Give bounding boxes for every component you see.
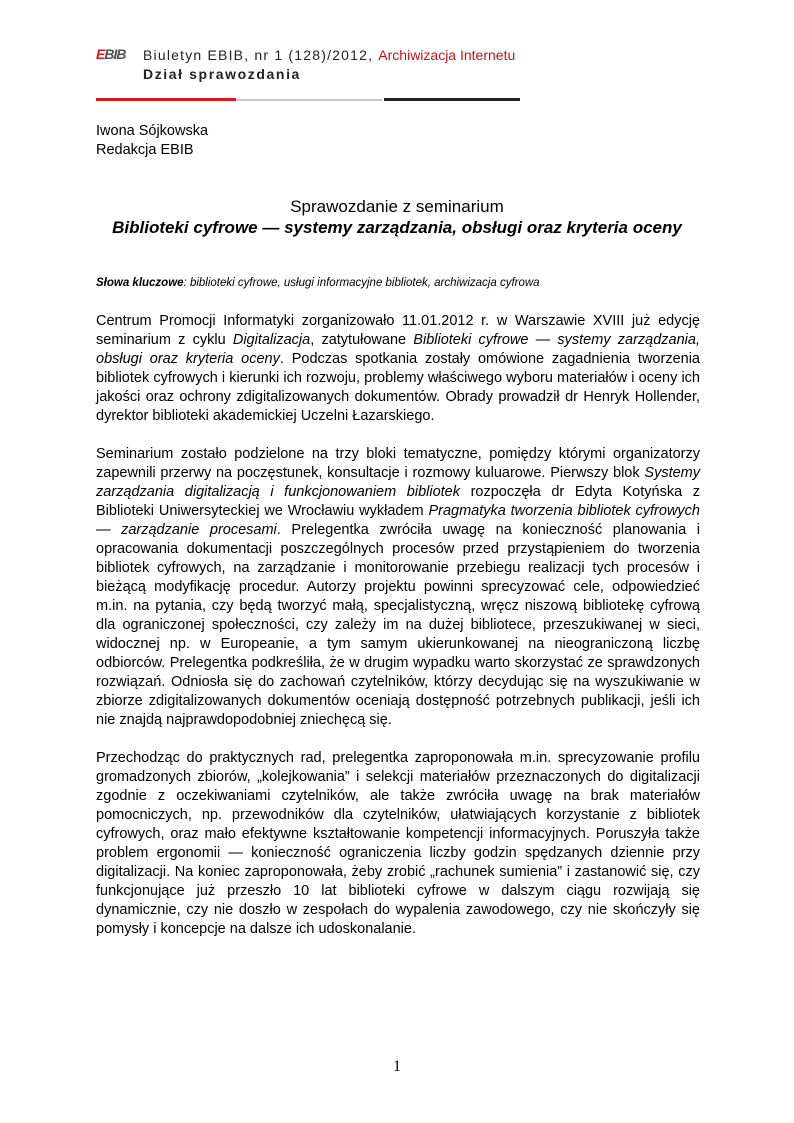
ebib-logo xyxy=(96,46,134,62)
section-link[interactable]: Archiwizacja Internetu xyxy=(378,47,516,63)
page-number: 1 xyxy=(393,1058,401,1075)
title-line1: Sprawozdanie z seminarium xyxy=(290,197,504,216)
article-title xyxy=(96,196,698,238)
paragraph-3: Przechodząc do praktycznych rad, prelegentka zaproponowała m.in. sprecyzowanie profilu gromadzonych zbiorów, „kolejkowania” i selekcji materiałów przeznaczonych do digitalizacji zgodnie z oczekiwaniami czytelników, ale także zwróciła uwagę na brak materiałów pomocniczych, np. przewodników dla czytelników, ułatwiających korzystanie z bibliotek cyfrowych, oraz mało efektywne kształtowanie kompetencji informacyjnych. Poruszyła także problem ergonomii — konieczność ograniczenia liczby godzin spędzanych dziennie przy digitalizacji. Na koniec zaproponowała, żeby zrobić „rachunek sumienia” i zastanowić się, czy funkcjonujące już przeszło 10 lat biblioteki cyfrowe w dalszym ciągu rozwijają się dynamicznie, czy nie doszło w zespołach do wypalenia zawodowego, czy nie skończyły się pomysły i koncepcje na dalsze ich udoskonalanie. xyxy=(96,750,700,937)
p2-text-a: Seminarium zostało podzielone na trzy bloki tematyczne, pomiędzy którymi organizatorzy zapewnili przerwy na poczęstunek, konsultacje i rozmowy kuluarowe. Pierwszy blok xyxy=(96,446,700,481)
header-rule-gray xyxy=(236,99,382,101)
author-block xyxy=(96,122,208,160)
p1-text-a: Centrum Promocji Informatyki zorganizowało 11.01.2012 r. w Warszawie XVIII już edycję seminarium z cyklu xyxy=(96,313,700,348)
bulletin-issue: Biuletyn EBIB, nr 1 (128)/2012, xyxy=(143,47,374,63)
header-rule-black xyxy=(384,98,520,101)
p1-italic-b: Digitalizacja xyxy=(232,332,311,348)
header-rule-red xyxy=(96,98,236,101)
title-line2: Biblioteki cyfrowe — systemy zarządzania, obsługi oraz kryteria oceny xyxy=(112,218,682,237)
author-name: Iwona Sójkowska xyxy=(96,123,209,139)
article-body xyxy=(96,312,700,958)
keywords-label: Słowa kluczowe xyxy=(96,277,184,289)
p2-italic-b: Systemy zarządzania digitalizacją i funkcjonowaniem bibliotek xyxy=(96,465,700,500)
paragraph-2 xyxy=(96,445,700,730)
bulletin-line xyxy=(143,47,515,63)
paragraph-1 xyxy=(96,312,700,426)
logo-letters-bib: BIB xyxy=(104,46,126,62)
logo-letter-e: E xyxy=(96,46,105,62)
p2-text-c: rozpoczęła dr Edyta Kotyńska z Biblioteki Uniwersyteckiej we Wrocławiu wykładem xyxy=(96,484,700,519)
p1-text-e: . Podczas spotkania zostały omówione zagadnienia tworzenia bibliotek cyfrowych i kierunki ich rozwoju, problemy właściwego wyboru materiałów i oceny ich jakości oraz ochrony zdigitalizowanych dokumentów. Obrady prowadził dr Henryk Hollender, dyrektor biblioteki akademickiej Uczelni Łazarskiego. xyxy=(96,351,700,424)
department-label: Dział sprawozdania xyxy=(143,66,301,82)
keywords-text: : biblioteki cyfrowe, usługi informacyjne bibliotek, archiwizacja cyfrowa xyxy=(183,277,540,289)
keywords xyxy=(96,277,698,289)
p1-italic-d: Biblioteki cyfrowe — systemy zarządzania, obsługi oraz kryteria oceny xyxy=(96,332,700,367)
p2-italic-d: Pragmatyka tworzenia bibliotek cyfrowych — zarządzanie procesami xyxy=(96,503,700,538)
author-affiliation: Redakcja EBIB xyxy=(96,142,194,158)
p1-text-c: , zatytułowane xyxy=(310,332,414,348)
p2-text-e: . Prelegentka zwróciła uwagę na konieczność planowania i opracowania dokumentacji poszczególnych procesów przed przystąpieniem do tworzenia bibliotek cyfrowych, na zarządzanie i monitorowanie przebiegu realizacji tych procesów i bieżącą modyfikację procedur. Autorzy projektu powinni sprecyzować cele, odpowiedzieć m.in. na pytania, czy będą tworzyć małą, specjalistyczną, wręcz niszową bibliotekę cyfrową dla ograniczonej społeczności, czy zależy im na dużej bibliotece, przeszukiwanej w sieci, widocznej np. w Europeanie, a tym samym ukierunkowanej na nieograniczoną liczbę odbiorców. Prelegentka podkreśliła, że w drugim wypadku warto skorzystać ze sprawdzonych rozwiązań. Odniosła się do zachowań czytelników, którzy decydując się na wyszukiwanie w zbiorze zdigitalizowanych dokumentów oceniają dostępność potrzebnych publikacji, jeśli ich nie znajdą najprawdopodobniej zniechęcą się. xyxy=(96,522,700,728)
